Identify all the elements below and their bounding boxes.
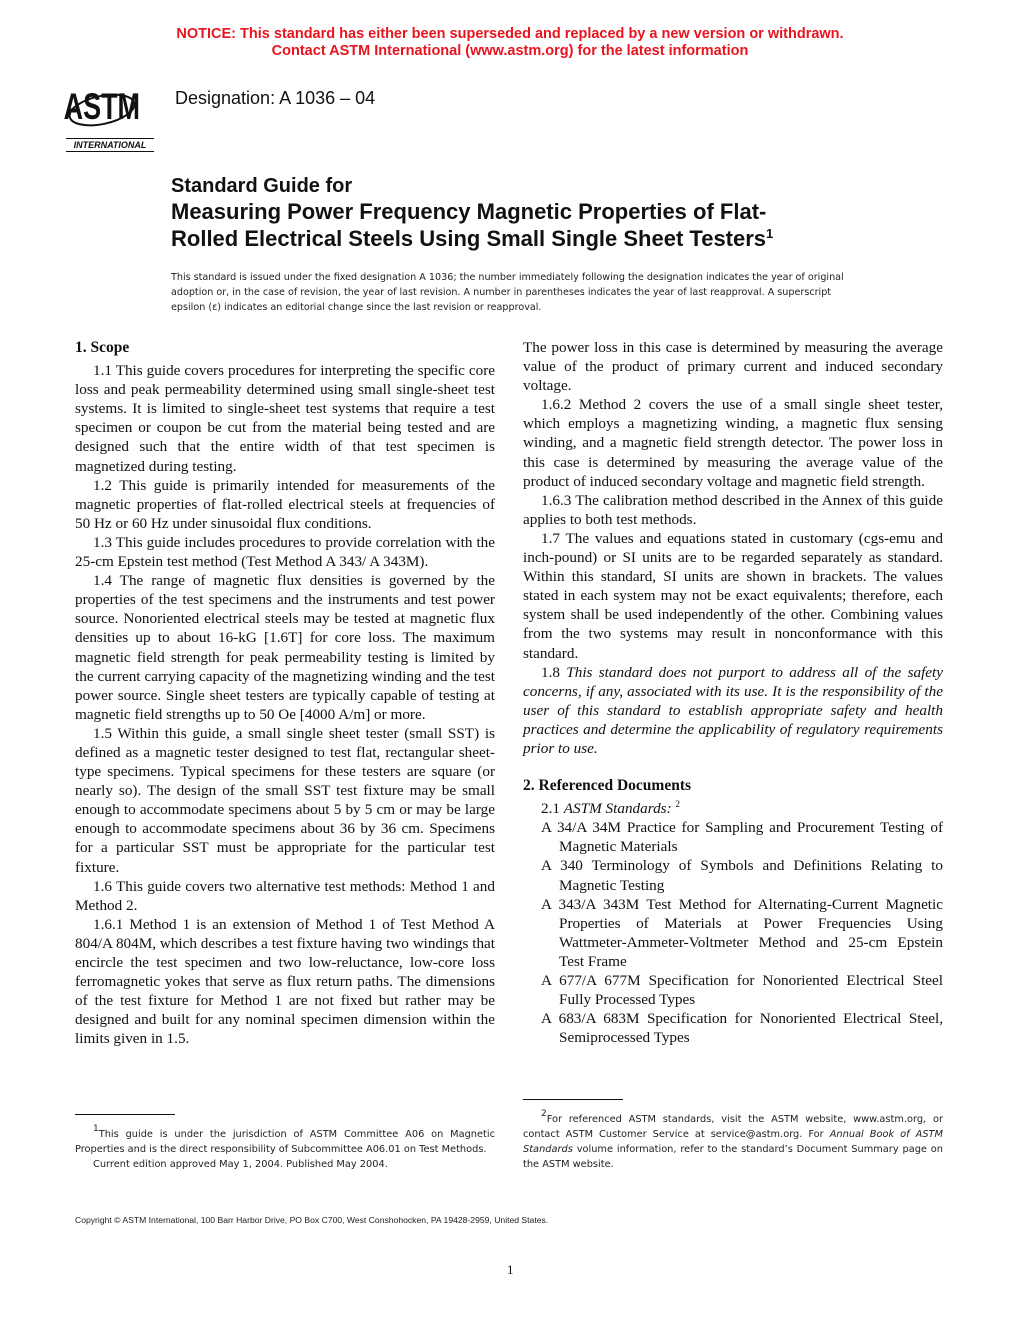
paragraph-1-7: 1.7 The values and equations stated in customary (cgs-emu and inch-pound) or SI units are to be regarded separately as standard. Within this standard, SI units are shown in brackets. The values stated in each system may not be exact equivalents; therefore, each system shall be used independently of the other. Combining values from the two systems may result in nonconformance with this standard. [523,529,943,662]
reference-a340[interactable]: A 340 Terminology of Symbols and Definitions Relating to Magnetic Testing [541,857,943,894]
copyright-line: Copyright © ASTM International, 100 Barr Harbor Drive, PO Box C700, West Conshohocken, PA 19428-2959, United States. [75,1215,549,1225]
supersession-notice [0,26,1020,60]
svg-text:ASTM: ASTM [64,84,141,128]
paragraph-1-6-1-continued: The power loss in this case is determined by measuring the average value of the product of primary current and induced secondary voltage. [523,339,943,395]
reference-a677[interactable]: A 677/A 677M Specification for Nonoriented Electrical Steel Fully Processed Types [541,972,943,1009]
svg-text:INTERNATIONAL: INTERNATIONAL [73,140,147,150]
left-column [75,338,495,1048]
paragraph-1-2: 1.2 This guide is primarily intended for measurements of the magnetic properties of flat-rolled electrical steels at frequencies of 50 Hz or 60 Hz under sinusoidal flux conditions. [75,476,495,532]
title-footnote-ref[interactable]: 1 [766,226,774,241]
footnote-1-text: This guide is under the jurisdiction of ASTM Committee A06 on Magnetic Properties and is the direct responsibility of Subcommittee A06.01 on Test Methods. [75,1129,495,1155]
title-line-3: Rolled Electrical Steels Using Small Single Sheet Testers [171,226,767,251]
paragraph-1-3: 1.3 This guide includes procedures to provide correlation with the 25-cm Epstein test method (Test Method A 343/ A 343M). [75,533,495,571]
footnote-2-ref[interactable]: 2 [675,799,680,810]
paragraph-1-6: 1.6 This guide covers two alternative test methods: Method 1 and Method 2. [75,877,495,914]
paragraph-1-6-1: 1.6.1 Method 1 is an extension of Method 1 of Test Method A 804/A 804M, which describes a test fixture having two windings that encircle the test specimen and two low-reluctance, low-core loss ferromagnetic yokes that serve as flux return paths. The dimensions of the test fixture for Method 1 are not fixed but rather may be designed and built for any nominal specimen dimension within the limits given in 1.5. [75,915,495,1048]
section-1-heading: 1. Scope [75,339,130,356]
document-title [171,174,891,252]
footnote-2-text-b: volume information, refer to the standard’s Document Summary page on the ASTM website. [523,1144,943,1170]
subsection-2-1: 2.1 ASTM Standards: $^2$ [541,799,680,818]
designation: Designation: A 1036 – 04 [175,88,376,108]
paragraph-1-5: 1.5 Within this guide, a small single sheet tester (small SST) is defined as a magnetic tester designed to test flat, rectangular sheet-type specimens. Typical specimens for these testers are square (or nearly so). The design of the small SST test fixture may be small enough to accommodate specimens about 5 by 5 cm or may be large enough to accommodate specimens about 36 by 36 cm. Specimens for a particular SST must be appropriate for the particular test fixture. [75,724,495,876]
issued-note: This standard is issued under the fixed designation A 1036; the number immediately following the designation indicates the year of original adoption or, in the case of revision, the year of last revision. A number in parentheses indicates the year of last reapproval. A superscript epsilon (ε) indicates an editorial change since the last revision or reapproval. [171,272,844,313]
title-line-1: Standard Guide for [171,175,353,197]
footnote-2-text-a: For referenced ASTM standards, visit the ASTM website, www.astm.org, or contact ASTM Customer Service at service@astm.org. For [523,1114,943,1140]
paragraph-1-8: 1.8 This standard does not purport to address all of the safety concerns, if any, associated with its use. It is the responsibility of the user of this standard to establish appropriate safety and health practices and determine the applicability of regulatory requirements prior to use. [523,663,943,757]
notice-line-1: NOTICE: This standard has either been superseded and replaced by a new version or withdrawn. [176,26,844,42]
footnote-divider [75,1114,175,1115]
astm-logo-icon [64,74,164,154]
title-line-2: Measuring Power Frequency Magnetic Properties of Flat- [171,199,767,224]
right-column [523,338,943,1047]
footnote-1-approval: Current edition approved May 1, 2004. Published May 2004. [93,1159,388,1170]
reference-a34[interactable]: A 34/A 34M Practice for Sampling and Procurement Testing of Magnetic Materials [541,819,943,856]
footnote-1-block: 1This guide is under the jurisdiction of ASTM Committee A06 on Magnetic Properties and is the direct responsibility of Subcommittee A06.01 on Test Methods. Current edition approved May 1, 2004. Published May 2004. [75,1114,495,1172]
paragraph-1-6-2: 1.6.2 Method 2 covers the use of a small single sheet tester, which employs a magnetizing winding, a magnetic flux sensing winding, and a magnetic field strength detector. The power loss in this case is determined by measuring the average value of the product of induced secondary voltage and magnetic field strength. [523,396,943,490]
footnote-2-block: 2For referenced ASTM standards, visit the ASTM website, www.astm.org, or contact ASTM Customer Service at service@astm.org. For Annual Book of ASTM Standards volume information, refer to the standard’s Document Summary page on the ASTM website. [523,1099,943,1172]
section-2-heading: 2. Referenced Documents [523,777,692,795]
paragraph-1-1: 1.1 This guide covers procedures for interpreting the specific core loss and peak permeability determined using small single-sheet test systems. It is limited to single-sheet test systems that require a test specimen or coupon be cut from the material being tested and are designed such that the entire width of that test specimen is magnetized during testing. [75,362,495,475]
notice-line-2: Contact ASTM International (www.astm.org) for the latest information [271,43,749,59]
paragraph-1-4: 1.4 The range of magnetic flux densities is governed by the properties of the test specimens and the instruments and test power source. Nonoriented electrical steels may be tested at magnetic flux densities up to about 16-kG [1.6T] for core loss. The maximum magnetic field strength for peak permeability testing is limited by the current carrying capacity of the magnetizing winding and the test power source. Single sheet testers are typically capable of testing at magnetic field strengths up to 50 Oe [4000 A/m] or more. [75,572,495,723]
reference-a343[interactable]: A 343/A 343M Test Method for Alternating-Current Magnetic Properties of Materials at Power Frequencies Using Wattmeter-Ammeter-Voltmeter Method and 25-cm Epstein Test Frame [541,895,943,970]
safety-statement: This standard does not purport to address all of the safety concerns, if any, associated with its use. It is the responsibility of the user of this standard to establish appropriate safety and health practices and determine the applicability of regulatory requirements prior to use. [523,663,943,757]
paragraph-1-6-3: 1.6.3 The calibration method described in the Annex of this guide applies to both test methods. [523,491,943,528]
footnote-divider [523,1099,623,1100]
footnote-2-italic: Annual Book of ASTM Standards [523,1129,943,1155]
reference-a683[interactable]: A 683/A 683M Specification for Nonoriented Electrical Steel, Semiprocessed Types [541,1010,943,1047]
page-number: 1 [507,1262,514,1277]
